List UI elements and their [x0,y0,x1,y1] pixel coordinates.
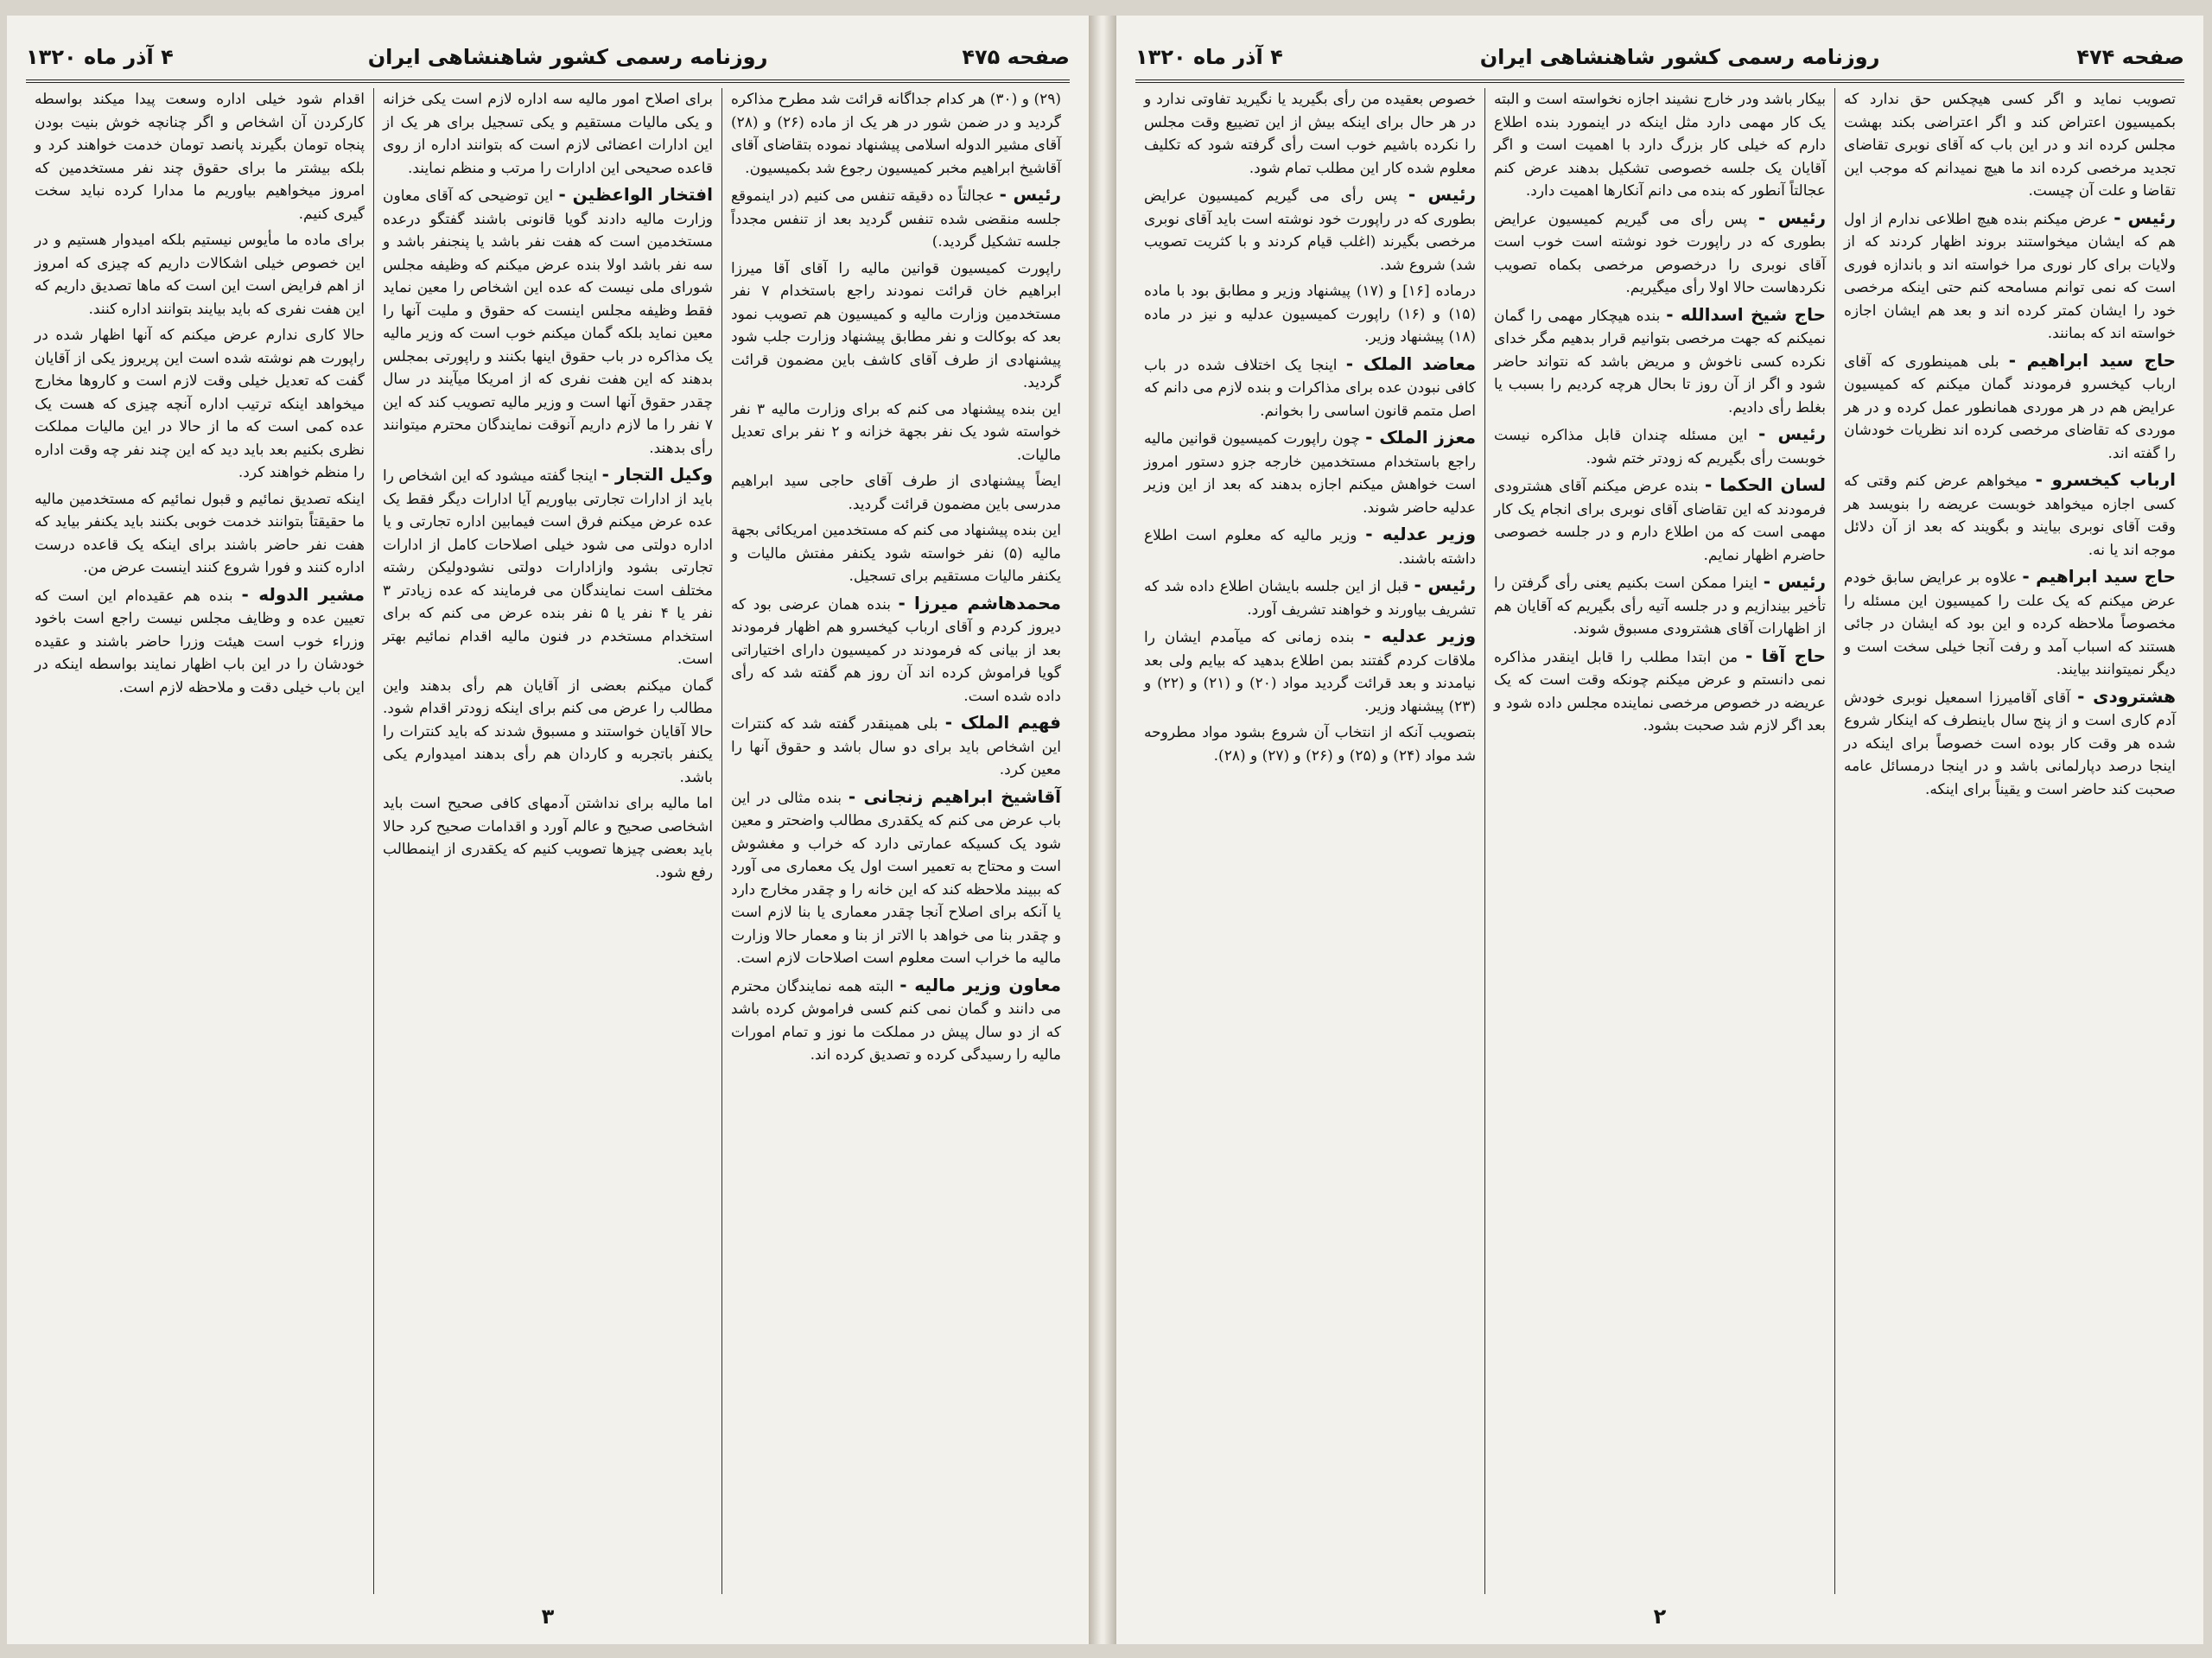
paragraph [35,488,365,580]
speaker-name: حاج آقا - [1745,645,1827,666]
paragraph [1494,422,1826,470]
paragraph-text: پس رأی می گیریم کمیسیون عرایض بطوری که در راپورت خود نوشته است باید آقای نوبری مرخصی بگیرند (اغلب قیام کردند و با کثریت تصویب شد) شروع شد. [1144,187,1476,274]
paragraph-text: بنده همان عرضی بود که دیروز کردم و آقای ارباب کیخسرو هم اظهار فرمودند بعد از بیانی که فرمودند در کمیسیون دارای اختیاراتی گویا فراموش کرده اند آن روز هم گفته شد که رأی داده شده است. [731,595,1061,705]
paragraph-text: این توضیحی که آقای معاون وزارت مالیه دادند گویا قانونی باشند گفتگو درعده مستخدمین است که هفت نفر باشد یا پنجنفر باشد و سه نفر باشد اولا بنده عرض میکنم که وظیفه مجلس شورای ملی نیست که عده این اشخاص را معین نماید فقط وظیفه مجلس اینست که حقوق و ملیت آنها را معین نماید بلکه گمان میکنم خوب است که وزیر مالیه یک مذاکره در باب حقوق اینها بکنند و راپورتی بمجلس بدهند که این هفت نفری که از امریکا میآیند در سال چقدر حقوق آنها است و وزیر مالیه تصویب کند که این ۷ نفر را ما لازم داریم آنوقت نمایندگان محترم میتوانند رأی بدهند. [383,187,713,457]
paragraph-text: اینجا گفته میشود که این اشخاص را باید از ادارات تجارتی بیاوریم آیا ادارات دیگر فقط یک عده عرض میکنم فرق است فیمابین اداره تجارتی و یا اداره دولتی می شود خیلی اصلاحات کامل از ادارات تجارتی بشود وازادارات دولتی نشودولیکن رشته مختلف است نمایندگان می فرمایند که عده زیادتر ۳ نفر یا ۴ نفر یا ۵ نفر بنده عرض می کنم که برای استخدام مستخدم در فنون مالیه اقدام نمائیم بهتر است. [383,467,713,668]
paragraph-text: بتصویب آنکه از انتخاب آن شروع بشود مواد مطروحه شد مواد (۲۴) و (۲۵) و (۲۶) و (۲۷) و (۲۸). [1144,724,1476,765]
paragraph [35,583,365,700]
paragraph-text: این مسئله چندان قابل مذاکره نیست خوبست رأی بگیریم که زودتر ختم شود. [1494,427,1826,467]
speaker-name: رئیس - [1758,206,1826,228]
paragraph [731,470,1061,516]
paragraph [731,974,1061,1067]
paragraph-text: بنده مثالی در این باب عرض می کنم که یکقدری مطالب واضحتر و معین شود یک کسیکه عمارتی دارد که خراب و مغشوش است و محتاج به تعمیر است اول یک معماری می آورد که ببیند ملاحظه کند که این خانه را و چقدر مخارج دارد یا آنکه برای اصلاح آنجا چقدر معماری یا بنا لازم است و چقدر بنا می خواهد با الاتر از بنا و معمار حالا وزارت مالیه ما خراب است معلوم است اصلاحات لازم است. [731,789,1061,967]
paragraph [1144,721,1476,767]
paragraph [383,88,713,180]
paragraph-text: بلی همینقدر گفته شد که کنترات این اشخاص باید برای دو سال باشد و حقوق آنها را معین کرد. [731,715,1061,778]
paragraph-text: اقدام شود خیلی اداره وسعت پیدا میکند بواسطه کارکردن آن اشخاص و اگر چنانچه خوش بنیت بودن پنجاه تومان بگیرند پانصد تومان خدمت خواهند کرد و بلکه بیشتر ما برای حقوق چند نفر مستخدمین که امروز میخواهیم بیاوریم ما مدارا کرده نباید سخت گیری کنیم. [35,91,365,223]
right-page-column-2 [1484,88,1834,1594]
paragraph-text: بنده عرض میکنم آقای هشترودی فرمودند که این تقاضای آقای نوبری برای انجام یک کار مهمی است که من اطلاع دارم و در جلسه خصوصی حاضرم اظهار نمایم. [1494,478,1826,564]
paragraph-text: میخواهم عرض کنم وقتی که کسی اجازه میخواهد خوبست عریضه را بنویسد هر وقت آقای نوبری بیایند و بگویند که بعد از آن دلائل موجه اند یا نه. [1844,473,2176,559]
paragraph-text: این بنده پیشنهاد می کنم که برای وزارت مالیه ۳ نفر خواسته شود یک نفر بجهة خزانه و ۲ نفر برای تعدیل مالیات. [731,400,1062,464]
paragraph-text: بلی همینطوری که آقای ارباب کیخسرو فرمودند گمان میکنم که کمیسیون عرایض هم در هر موردی همانطور عمل کرده و در هر موردی که تقاضای مرخصی کرده اند نظریات خودشان را گفته اند. [1844,353,2176,462]
speaker-name: هشترودی - [2077,685,2177,707]
paragraph [1144,625,1476,718]
right-page-folio: ۲ [1653,1604,1667,1629]
left-page-header [26,40,1070,83]
speaker-name: رئیس - [1408,184,1476,205]
paragraph [1494,88,1826,203]
speaker-name: وزیر عدلیه - [1365,524,1477,544]
left-page-folio: ۳ [541,1604,555,1629]
paragraph-text: برای اصلاح امور مالیه سه اداره لازم است یکی خزانه و یکی مالیات مستقیم و یکی تسجیل برای هر یک از این ادارات اعضائی لازم است که بتوانند اداره از روی قاعده صحیحی این ادارات را مرتب و منظم نمایند. [383,91,713,177]
paragraph [731,257,1061,395]
paragraph [1844,685,2176,802]
left-gazette-title: روزنامه رسمی کشور شاهنشاهی ایران [367,45,768,69]
paragraph [1844,565,2176,682]
paragraph-text: عرض میکنم بنده هیچ اطلاعی ندارم از اول هم که ایشان میخواستند بروند اظهار کردند که از ولایات برای کار نوری مرا خواسته اند و باندازه فوری است که نمی توانم مسامحه کنم حتی اینکه مرخصی خود را ایشان کمتر کرده اند و بعد هم ایشان اجازه خواسته اند که بمانند. [1844,210,2176,342]
paragraph [1144,353,1476,423]
paragraph [1844,88,2176,203]
paragraph-text: تصویب نماید و اگر کسی هیچکس حق ندارد که بکمیسیون اعتراض کند و اگر اعتراضی بکند بهشت مجلس کرده اند و در این باب که آقای نوبری تقاضای تجدید مرخصی کرده اند ما هیچ نمیدانم که موجب این تقاضا و علت آن چیست. [1844,91,2176,200]
paragraph-text: برای ماده ما مأیوس نیستیم بلکه امیدوار هستیم و در این خصوص خیلی اشکالات داریم که چیزی که امروز از اهم فرایض است این است که ماها تصدیق داریم که این هفت نفری که باید بیایند بتوانند اداره کنند. [35,232,365,318]
speaker-name: رئیس - [2113,206,2176,228]
paragraph-text: ایضاً پیشنهادی از طرف آقای حاجی سید ابراهیم مدرسی باین مضمون قرائت گردید. [731,473,1061,513]
paragraph [1144,280,1476,349]
book-gutter [1089,16,1116,1644]
right-page-date: ۴ آذر ماه ۱۳۲۰ [1135,45,1283,69]
paragraph [383,183,713,460]
paragraph [383,463,713,671]
paragraph [1494,206,1826,300]
paragraph-text: آقای آقامیرزا اسمعیل نوبری خودش آدم کاری است و از پنج سال باینطرف که اینکار شروع شده هر وقت کار بوده است خصوصاً برای اینکه در اینجا درصد دپارلمانی باشد و در اینجا درمسائل عامه صحبت کند حاضر است و یقیناً برای اینکه. [1844,689,2176,798]
paragraph-text: قبل از این جلسه بایشان اطلاع داده شد که تشریف بیاورند و خواهند تشریف آورد. [1144,578,1476,619]
paragraph-text: خصوص بعقیده من رأی بگیرید یا نگیرید تفاوتی ندارد و در هر حال برای اینکه بیش از این تضییع وقت مجلس را نکرده باشیم خوب است رأی گرفته شود که تکلیف معلوم شده کار این مطلب تمام شود. [1144,91,1476,177]
paragraph-text: این بنده پیشنهاد می کنم که مستخدمین امریکائی بجهة مالیه (۵) نفر خواسته شود یکنفر مفتش مالیات و یکنفر مالیات مستقیم برای تسجیل. [731,522,1061,585]
speaker-name: لسان الحکما - [1704,474,1827,495]
paragraph [1494,473,1826,567]
speaker-name: رئیس - [1763,571,1826,592]
paragraph [1494,303,1826,420]
speaker-name: حاج سید ابراهیم - [2008,349,2176,371]
left-page [7,16,1089,1644]
speaker-name: فهیم الملک - [944,712,1062,733]
paragraph [1144,426,1476,519]
speaker-name: وزیر عدلیه - [1363,626,1476,646]
speaker-name: محمدهاشم میرزا - [898,592,1061,613]
paragraph [383,675,713,790]
speaker-name: معاون وزیر مالیه - [899,974,1061,995]
paragraph-text: چون راپورت کمیسیون قوانین مالیه راجع باستخدام مستخدمین خارجه جزو دستور امروز است خواهش میکنم اجازه بدهند که بعد از این وزیر عدلیه حاضر شوند. [1144,430,1476,517]
speaker-name: آقاشیخ ابراهیم زنجانی - [848,785,1062,807]
paragraph [731,183,1061,254]
right-page [1116,16,2203,1644]
speaker-name: مشیر الدوله - [241,583,365,605]
paragraph [731,519,1061,588]
paragraph [1144,523,1476,570]
paragraph-text: اینرا ممکن است بکنیم یعنی رأی گرفتن را تأخیر بیندازیم و در جلسه آتیه رأی بگیریم که آقایان هم از اظهارات آقای هشترودی مسبوق شوند. [1494,575,1826,638]
speaker-name: معاضد الملک - [1345,353,1477,374]
paragraph-text: عجالتاً ده دقیقه تنفس می کنیم (در اینموقع جلسه منقضی شده تنفس گردید بعد از تنفس مجدداً جلسه تشکیل گردید.) [731,187,1061,251]
paragraph-text: بنده هم عقیده‌ام این است که تعیین عده و وظایف مجلس نیست راجع است باخود وزراء خوب است هیئت وزرا حاضر باشند و عقیده خودشان را در این باب اظهار نمایند بواسطه اینکه در این باب خیلی دقت و ملاحظه لازم است. [35,587,365,696]
speaker-name: وکیل التجار - [601,464,713,485]
speaker-name: رئیس - [999,184,1061,205]
left-page-column-1 [721,88,1070,1594]
paragraph [1844,206,2176,346]
paragraph-text: علاوه بر عرایض سابق خودم عرض میکنم که یک علت را کمیسیون این مسئله را مخصوصاً ملاحظه کرده و این بود که ایشان در جائی هستند که اسباب آمد و رفت آنجا خیلی سخت است و دیگر نمیتوانند بیایند. [1844,569,2176,678]
paragraph [731,785,1061,970]
paragraph [1494,570,1826,641]
right-page-column-3 [1135,88,1484,1594]
paragraph [35,324,365,485]
paragraph-text: من ابتدا مطلب را قابل اینقدر مذاکره نمی دانستم و عرض میکنم چونکه وقت است که یک عریضه در خصوص مرخصی نماینده مجلس داده شود و بعد اگر لازم شد صحبت بشود. [1494,648,1826,734]
left-page-columns [26,88,1070,1594]
paragraph [383,792,713,884]
speaker-name: ارباب کیخسرو - [2035,469,2176,490]
paragraph [1144,574,1476,621]
paragraph [731,398,1061,467]
right-page-header [1135,40,2184,83]
right-gazette-title: روزنامه رسمی کشور شاهنشاهی ایران [1479,45,1880,69]
paragraph [1144,183,1476,276]
right-page-columns [1135,88,2184,1594]
paragraph-text: (۲۹) و (۳۰) هر کدام جداگانه قرائت شد مطرح مذاکره گردید و در ضمن شور در هر یک از ماده (۲۶) و (۲۸) آقای مشیر الدوله اسلامی پیشنهاد نموده بتقاضای آقای آقاشیخ ابراهیم مخبر کمیسیون رجوع شد بکمیسیون. [731,91,1061,177]
paragraph-text: البته همه نمایندگان محترم می دانند و گمان نمی کنم کسی فراموش کرده باشد که از دو سال پیش در مملکت ما نوز و تمام امورات مالیه را رسیدگی کرده و تصدیق کرده اند. [731,977,1061,1064]
paragraph-text: اینجا یک اختلاف شده در باب کافی نبودن عده برای مذاکرات و بنده لازم می دانم که اصل متمم قانون اساسی را بخوانم. [1144,356,1476,420]
paragraph-text: بیکار باشد ودر خارج نشیند اجازه نخواسته است و البته یک کار مهمی دارد مثل اینکه در اینمورد بنده اطلاع دارم که خیلی کار بزرگ دارد با اهمیت است و اگر آقایان یک جلسه خصوصی تشکیل بدهند عرض کنم عجالتاً آنطور که بنده می دانم آنکارها اهمیت دارد. [1494,91,1826,200]
paragraph-text: گمان میکنم بعضی از آقایان هم رأی بدهند واین مطالب را عرض می کنم برای اینکه زودتر اقدام شود. حالا آقایان خواستند و مسبوق شدند که باید کنترات را یکنفر باتجربه و کاردان هم رأی بدهند امیدوارم یکی باشد. [383,677,713,786]
speaker-name: حاج شیخ اسدالله - [1666,303,1826,325]
paragraph-text: درماده [۱۶] و (۱۷) پیشنهاد وزیر و مطابق بود با ماده (۱۵) و (۱۶) راپورت کمیسیون عدلیه و نیز در ماده (۱۸) پیشنهاد وزیر. [1144,283,1476,346]
paragraph-text: حالا کاری ندارم عرض میکنم که آنها اظهار شده در راپورت هم نوشته شده است این پریروز یکی از آقایان گفت که تعدیل خیلی وقت لازم است و کاروها مخارج میخواهد اینکه ترتیب اداره آنچه چیزی که هست یک عده کمی است که ما از حالا در این مالیات مملکت نظری بکنیم بعد باید دید که این چند نفر چه وقت اداره را منظم خواهند کرد. [35,327,365,481]
left-page-column-3 [26,88,373,1594]
speaker-name: حاج سید ابراهیم - [2022,566,2176,587]
paragraph [731,592,1061,708]
left-page-column-2 [373,88,721,1594]
paragraph-text: بنده هیچکار مهمی را گمان نمیکنم که جهت مرخصی بتوانیم قرار بدهیم مگر خدای نکرده کسی ناخوش و مریض باشد که نتواند حاضر شود و اگر از آن روز تا بحال هرچه کردیم را بسبب یا بغلط رأی دادیم. [1494,307,1826,416]
paragraph [1144,88,1476,180]
paragraph-text: راپورت کمیسیون قوانین مالیه را آقای آقا میرزا ابراهیم خان قرائت نمودند راجع باستخدام ۷ نفر مستخدمین وزارت مالیه و کمیسیون هم تصویب نمود بعد که بوکالت و نفر مطابق پیشنهاد وزارت جلب شود پیشنهادی از طرف آقای کاشف باین مضمون قرائت گردید. [731,259,1061,391]
paragraph-text: بنده زمانی که میآمدم ایشان را ملاقات کردم گفتند بمن اطلاع بدهید که بیایم ولی بعد نیامدند و بعد قرائت گردید مواد (۲۰) و (۲۱) و (۲۲) و (۲۳) پیشنهاد وزیر. [1144,629,1476,715]
paragraph-text: اما مالیه برای نداشتن آدمهای کافی صحیح است باید اشخاصی صحیح و عالم آورد و اقدامات صحیح کرد حالا باید بعضی چیزها تصویب کنیم که یکقدری از اینمطالب رفع شود. [383,795,713,881]
paragraph [1494,645,1826,738]
paragraph [731,88,1061,180]
paragraph-text: وزیر مالیه که معلوم است اطلاع داشته باشند. [1144,527,1476,568]
speaker-name: افتخار الواعظین - [558,184,713,205]
paragraph [731,711,1061,782]
speaker-name: رئیس - [1414,575,1476,595]
speaker-name: معزز الملک - [1365,427,1476,448]
paragraph [1844,468,2176,562]
paragraph [35,88,365,226]
right-page-number: صفحه ۴۷۴ [2076,45,2184,69]
speaker-name: رئیس - [1758,423,1826,444]
paragraph [1844,349,2176,466]
paragraph-text: پس رأی می گیریم کمیسیون عرایض بطوری که در راپورت خود نوشته است خوب است آقای نوبری را درخصوص مرخصی بکماه تصویب نکردهاست حالا اولا رأی میگیریم. [1494,210,1826,296]
paragraph-text: اینکه تصدیق نمائیم و قبول نمائیم که مستخدمین مالیه ما حقیقتاً بتوانند خدمت خوبی بکنند باید یکنفر بیاید که هفت نفر حاضر باشند برای اینکه یک قاعده درست اداره کنند و فورا شروع کنند اینست عرض من. [35,490,365,576]
right-page-column-1 [1834,88,2184,1594]
left-page-number: صفحه ۴۷۵ [962,45,1070,69]
left-page-date: ۴ آذر ماه ۱۳۲۰ [26,45,174,69]
paragraph [35,229,365,321]
